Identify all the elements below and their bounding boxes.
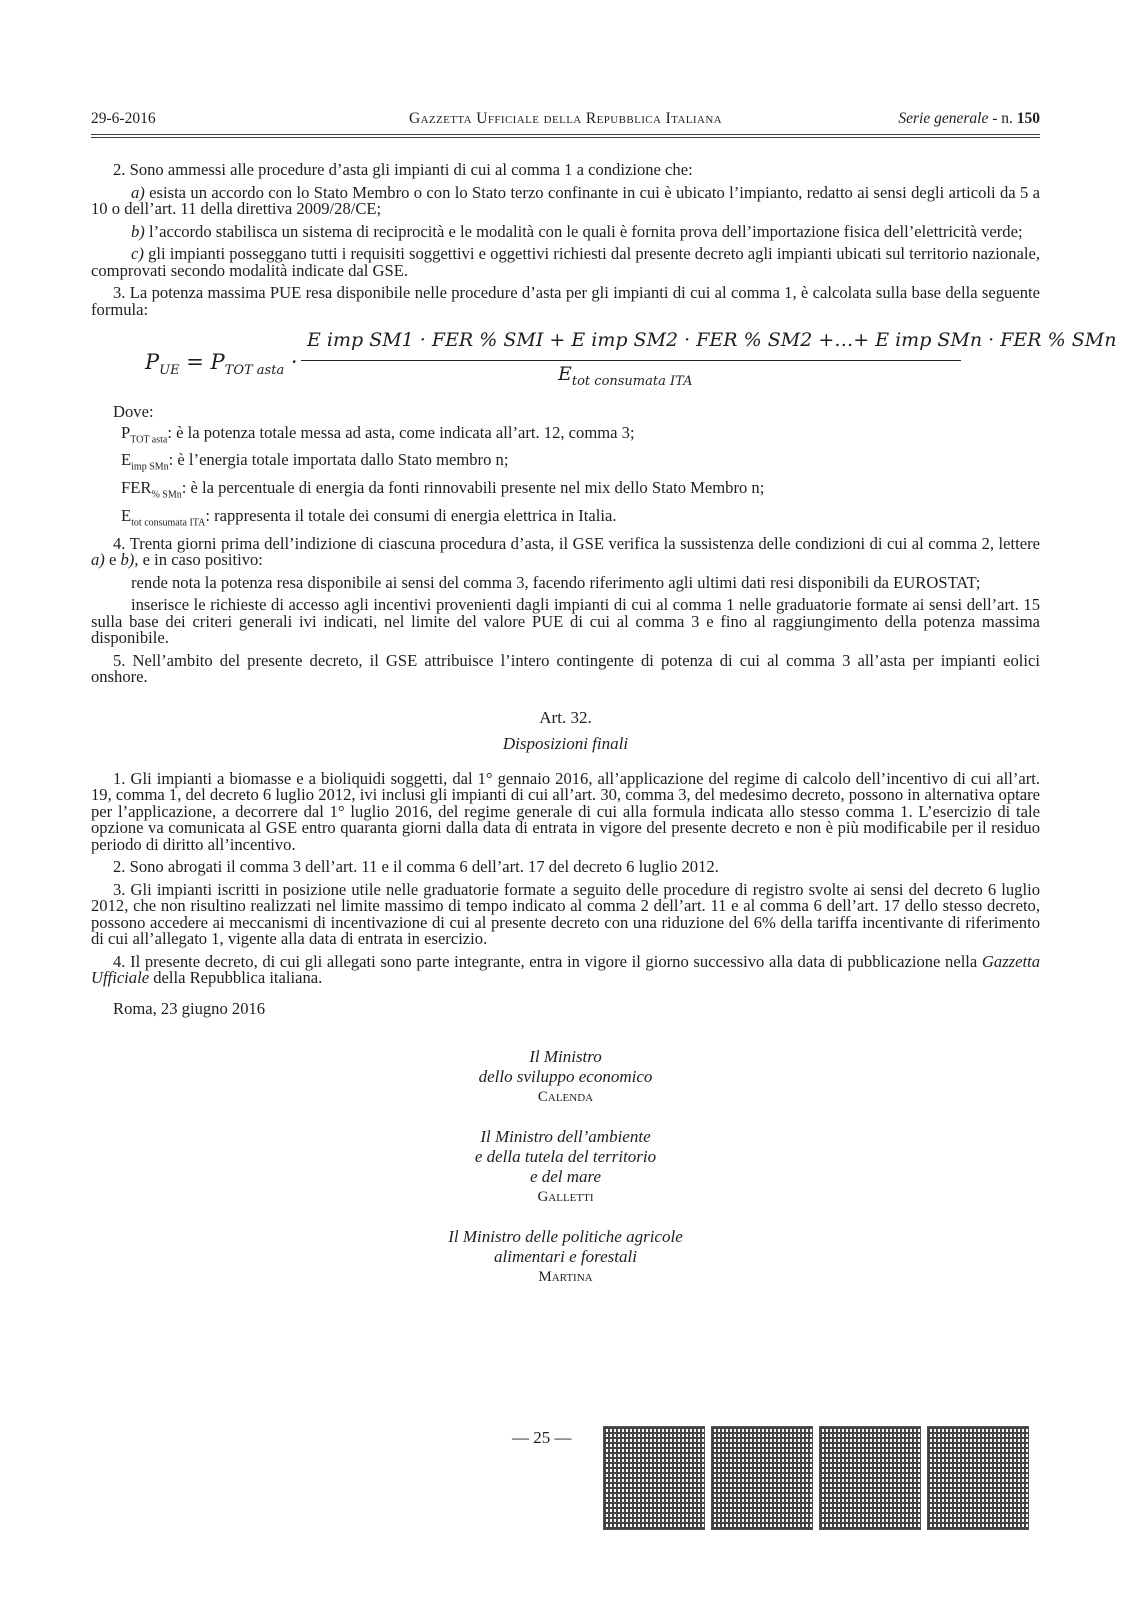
definition-item xyxy=(121,480,1040,504)
art32-paragraph-1: 1. Gli impianti a biomasse e a bioliquidi soggetti, dal 1° gennaio 2016, all’applicazione del regime di calcolo dell’incentivo di cui all’art. 19, comma 1, del decreto 6 luglio 2012, ivi inclusi gli impianti di cui all’art. 30, comma 3, del medesimo decreto, possono in alternativa optare per l’applicazione, a decorrere dal 1° luglio 2016, del regime generale di cui alla formula indicata allo stesso comma 1. L’esercizio di tale opzione va comunicata al GSE entro quaranta giorni dalla data di entrata in vigore del presente decreto e non è più modificabile per il residuo periodo di diritto all’incentivo. xyxy=(91,768,1040,854)
paragraph-3: 3. La potenza massima PUE resa disponibile nelle procedure d’asta per gli impianti di cui al comma 1, è calcolata sulla base della seguente formula: xyxy=(91,283,1040,319)
paragraph-2-c xyxy=(91,246,1040,279)
fraction-bar xyxy=(301,360,961,361)
paragraph-4-intro xyxy=(91,533,1040,570)
item-text-b: l’accordo stabilisca un sistema di reciprocità e le modalità con le quali è fornita prova dell’importazione fisica dell’elettricità verde; xyxy=(144,221,1023,241)
signatory-name: Calenda xyxy=(537,1089,594,1106)
article-title: Art. 32. xyxy=(539,707,592,727)
paragraph-4-sub1: rende nota la potenza resa disponibile ai sensi del comma 3, facendo riferimento agli ultimi dati resi disponibili da EUROSTAT; xyxy=(131,572,981,592)
datamatrix-code xyxy=(928,1427,1028,1529)
series-label xyxy=(898,110,1040,128)
signatory-name: Galletti xyxy=(537,1189,594,1206)
p4-text: 4. Il presente decreto, di cui gli allegati sono parte integrante, entra in vigore il giorno successivo alla data di pubblicazione nella xyxy=(113,951,982,971)
signature-block xyxy=(91,1047,1040,1107)
item-label-b: b) xyxy=(131,221,145,241)
series-number: 150 xyxy=(1016,110,1040,127)
place-date: Roma, 23 giugno 2016 xyxy=(113,998,266,1018)
formula-den-e: E xyxy=(558,363,572,385)
def-symbol: P xyxy=(121,422,131,442)
article-subtitle: Disposizioni finali xyxy=(502,734,629,754)
def-subscript: % SMn xyxy=(151,489,182,501)
definitions-heading: Dove: xyxy=(113,402,154,421)
signature-role: e del mare xyxy=(529,1167,602,1187)
paragraph-2-b xyxy=(91,221,1040,241)
journal-title: Gazzetta Ufficiale della Repubblica Italiana xyxy=(408,110,723,127)
item-text-c: gli impianti posseggano tutti i requisiti soggettivi e oggettivi richiesti dal presente decreto agli impianti ubicati sul territorio nazionale, comprovati secondo modalità indicate dal GSE. xyxy=(91,244,1040,280)
def-subscript: TOT asta xyxy=(130,433,168,445)
item-label-a: a) xyxy=(131,182,145,202)
definition-item xyxy=(121,422,1040,449)
document-body xyxy=(91,160,1117,1307)
p4-text-c: , e in caso positivo: xyxy=(134,550,263,570)
def-text: : è la potenza totale messa ad asta, come indicata all’art. 12, comma 3; xyxy=(167,422,635,442)
definitions xyxy=(91,404,1040,532)
signature-role: Il Ministro delle politiche agricole xyxy=(448,1227,683,1247)
definition-item xyxy=(121,452,1040,476)
p4-letter-a: a) xyxy=(91,550,105,570)
formula-denominator xyxy=(558,363,693,390)
pue-formula xyxy=(91,329,1117,394)
signatory-name: Martina xyxy=(538,1269,593,1286)
def-symbol: E xyxy=(121,505,132,525)
item-text-a: esista un accordo con lo Stato Membro o con lo Stato terzo confinante in cui è ubicato l’impianto, redatto ai sensi degli articoli da 5 a 10 o dell’art. 11 della direttiva 2009/28/CE; xyxy=(91,182,1040,218)
formula-tot-sub: TOT asta xyxy=(224,363,285,379)
def-symbol: FER xyxy=(121,478,152,498)
formula-eq: = P xyxy=(179,350,225,374)
signature-role: Il Ministro dell’ambiente xyxy=(480,1127,651,1147)
def-text: : è la percentuale di energia da fonti rinnovabili presente nel mix dello Stato Membro n; xyxy=(181,478,765,498)
formula-p: P xyxy=(145,350,160,374)
signature-block xyxy=(91,1127,1040,1207)
paragraph-5: 5. Nell’ambito del presente decreto, il GSE attribuisce l’intero contingente di potenza di cui al comma 3 all’asta per impianti eolici onshore. xyxy=(91,650,1040,687)
art32-paragraph-4 xyxy=(91,951,1040,988)
p4-letter-b: b) xyxy=(120,550,135,570)
formula-numerator: E imp SM1 · FER % SMI + E imp SM2 · FER % SM2 +…+ E imp SMn · FER % SMn xyxy=(307,329,1117,351)
header-rule-top xyxy=(91,134,1040,135)
series-separator: - n. xyxy=(988,110,1017,127)
art32-paragraph-3: 3. Gli impianti iscritti in posizione utile nelle graduatorie formate a seguito delle procedure di registro svolte ai sensi del decreto 6 luglio 2012, che non risultino realizzati nel limite massimo di tempo indicato al comma 2 dell’art. 11 e al comma 6 dell’art. 17 dello stesso decreto, possono accedere ai meccanismi di incentivazione di cui al presente decreto con una riduzione del 6% della tariffa incentivante di riferimento di cui all’allegato 1, vigente alla data di entrata in esercizio. xyxy=(91,879,1040,949)
page-header xyxy=(91,110,1040,134)
datamatrix-code xyxy=(604,1427,704,1529)
item-label-c: c) xyxy=(131,244,144,263)
signature-role: e della tutela del territorio xyxy=(474,1147,657,1167)
paragraph-4-sub2: inserisce le richieste di accesso agli incentivi provenienti dagli impianti di cui al comma 1 nelle graduatorie formate ai sensi dell’art. 15 sulla base dei criteri generali ivi indicati, nel limite del valore PUE di cui al comma 3 e fino al raggiungimento della potenza massima disponibile. xyxy=(91,595,1040,648)
def-text: : rappresenta il totale dei consumi di energia elettrica in Italia. xyxy=(205,505,617,525)
formula-lhs xyxy=(145,350,298,380)
def-subscript: tot consumata ITA xyxy=(131,517,206,529)
def-text: : è l’energia totale importata dallo Stato membro n; xyxy=(168,450,509,470)
paragraph-2-a xyxy=(91,182,1040,218)
signature-role: alimentari e forestali xyxy=(494,1247,637,1267)
gazzetta-ref: Gazzetta Ufficiale xyxy=(91,951,1040,988)
formula-den-sub: tot consumata ITA xyxy=(571,373,693,389)
signatures xyxy=(91,1047,1040,1287)
series-name: Serie generale xyxy=(898,110,989,127)
formula-p-sub: UE xyxy=(159,363,180,379)
p4-text-end: della Repubblica italiana. xyxy=(149,968,323,988)
signature-role: Il Ministro xyxy=(529,1047,602,1067)
p4-text-a: 4. Trenta giorni prima dell’indizione di ciascuna procedura d’asta, il GSE verifica la sussistenza delle condizioni di cui al comma 2, lettere xyxy=(113,533,1040,553)
p4-text-b: e xyxy=(104,550,121,570)
formula-dot: · xyxy=(284,350,298,374)
header-rule-bottom xyxy=(91,137,1040,138)
def-subscript: imp SMn xyxy=(131,461,169,473)
issue-date: 29-6-2016 xyxy=(91,110,156,127)
def-symbol: E xyxy=(121,450,132,470)
art32-paragraph-2: 2. Sono abrogati il comma 3 dell’art. 11 e il comma 6 dell’art. 17 del decreto 6 luglio 2012. xyxy=(113,857,719,877)
definition-item xyxy=(121,505,1040,532)
page-number: — 25 — xyxy=(512,1428,572,1447)
datamatrix-code xyxy=(820,1427,920,1529)
paragraph-2-intro: 2. Sono ammessi alle procedure d’asta gli impianti di cui al comma 1 a condizione che: xyxy=(113,160,693,179)
signature-role: dello sviluppo economico xyxy=(478,1067,653,1087)
datamatrix-code xyxy=(712,1427,812,1529)
signature-block xyxy=(91,1227,1040,1287)
